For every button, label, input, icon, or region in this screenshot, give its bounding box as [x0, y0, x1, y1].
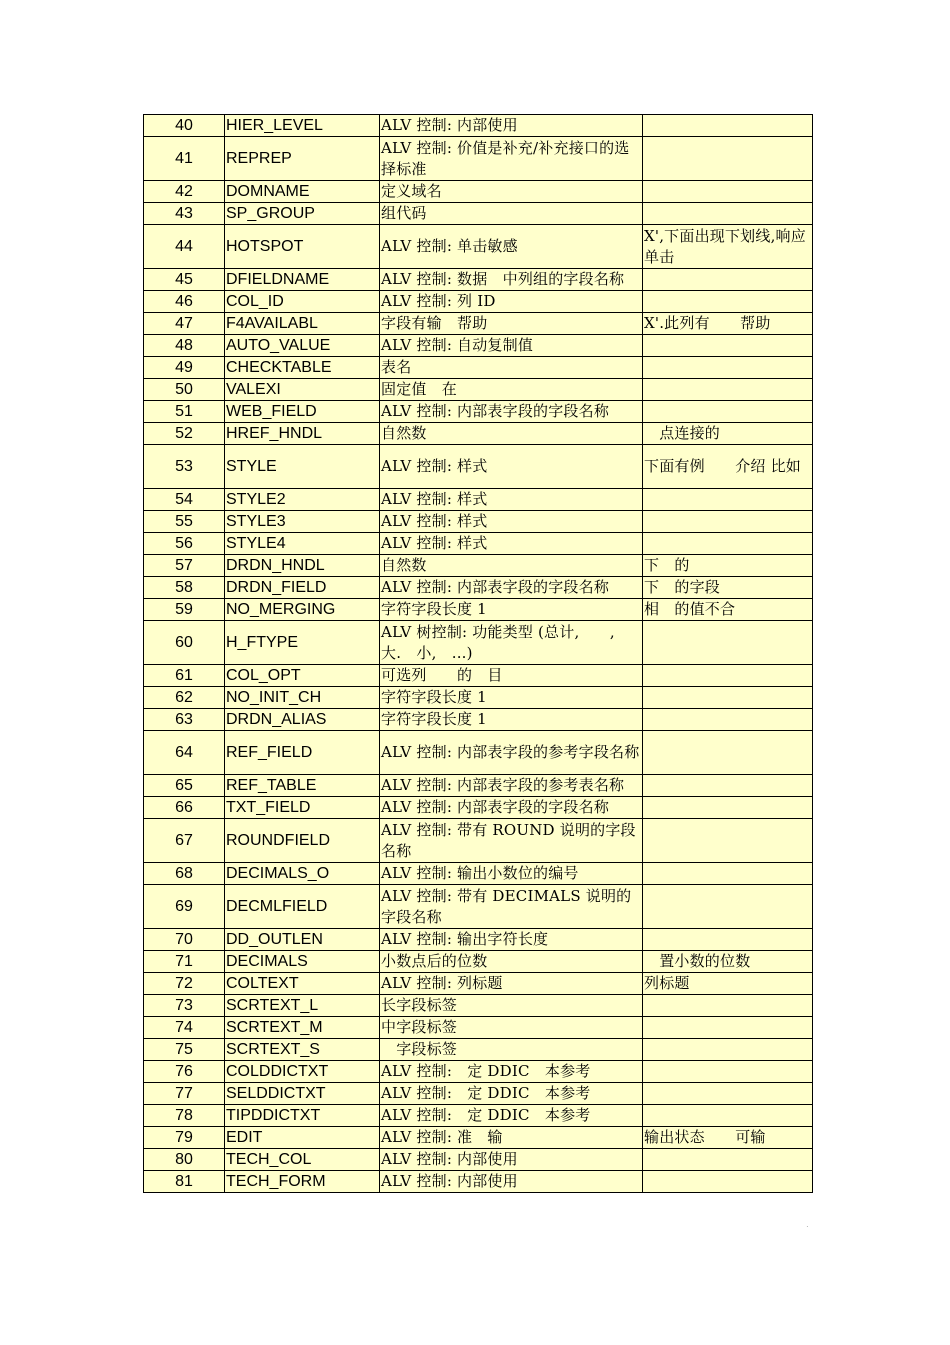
- table-row: [144, 269, 813, 291]
- description-cell: ALV 控制: 内部表字段的字段名称: [380, 401, 643, 423]
- note-cell: [643, 291, 813, 313]
- note-cell: X'.此列有 帮助: [643, 313, 813, 335]
- note-cell: [643, 863, 813, 885]
- table-row: [144, 313, 813, 335]
- row-number: 47: [144, 313, 225, 335]
- field-name-cell: CHECKTABLE: [225, 357, 380, 379]
- description-cell: ALV 控制: 数据 中列组的字段名称: [380, 269, 643, 291]
- description-cell: 字符字段长度 1: [380, 687, 643, 709]
- note-cell: 相 的值不合: [643, 599, 813, 621]
- description-cell: ALV 控制: 样式: [380, 489, 643, 511]
- description-cell: ALV 控制: 内部表字段的参考字段名称: [380, 731, 643, 775]
- field-name-cell: TECH_COL: [225, 1149, 380, 1171]
- field-name-cell: COL_ID: [225, 291, 380, 313]
- description-cell: ALV 控制: 价值是补充/补充接口的选择标准: [380, 137, 643, 181]
- field-name-cell: COLDDICTXT: [225, 1061, 380, 1083]
- description-cell: ALV 控制: 输出小数位的编号: [380, 863, 643, 885]
- description-cell: ALV 控制: 单击敏感: [380, 225, 643, 269]
- note-cell: [643, 335, 813, 357]
- note-cell: [643, 687, 813, 709]
- description-cell: 长字段标签: [380, 995, 643, 1017]
- table-row: [144, 973, 813, 995]
- row-number: 45: [144, 269, 225, 291]
- row-number: 74: [144, 1017, 225, 1039]
- note-cell: 点连接的: [643, 423, 813, 445]
- row-number: 52: [144, 423, 225, 445]
- row-number: 60: [144, 621, 225, 665]
- row-number: 78: [144, 1105, 225, 1127]
- note-cell: [643, 137, 813, 181]
- row-number: 61: [144, 665, 225, 687]
- note-cell: [643, 731, 813, 775]
- note-cell: [643, 115, 813, 137]
- description-cell: 可选列 的 目: [380, 665, 643, 687]
- table-row: [144, 995, 813, 1017]
- field-name-cell: SP_GROUP: [225, 203, 380, 225]
- field-name-cell: STYLE4: [225, 533, 380, 555]
- row-number: 48: [144, 335, 225, 357]
- field-name-cell: NO_INIT_CH: [225, 687, 380, 709]
- note-cell: [643, 1149, 813, 1171]
- note-cell: [643, 203, 813, 225]
- row-number: 67: [144, 819, 225, 863]
- description-cell: ALV 控制: 列标题: [380, 973, 643, 995]
- description-cell: ALV 控制: 样式: [380, 511, 643, 533]
- field-name-cell: DRDN_FIELD: [225, 577, 380, 599]
- row-number: 62: [144, 687, 225, 709]
- note-cell: [643, 709, 813, 731]
- table-row: [144, 181, 813, 203]
- note-cell: [643, 489, 813, 511]
- table-row: [144, 335, 813, 357]
- row-number: 46: [144, 291, 225, 313]
- description-cell: ALV 控制: 列 ID: [380, 291, 643, 313]
- note-cell: 列标题: [643, 973, 813, 995]
- field-name-cell: COLTEXT: [225, 973, 380, 995]
- table-row: [144, 291, 813, 313]
- row-number: 57: [144, 555, 225, 577]
- row-number: 55: [144, 511, 225, 533]
- field-name-cell: VALEXI: [225, 379, 380, 401]
- field-name-cell: ROUNDFIELD: [225, 819, 380, 863]
- row-number: 77: [144, 1083, 225, 1105]
- table-row: [144, 731, 813, 775]
- description-cell: ALV 控制: 样式: [380, 445, 643, 489]
- row-number: 59: [144, 599, 225, 621]
- field-name-cell: STYLE2: [225, 489, 380, 511]
- table-row: [144, 1061, 813, 1083]
- row-number: 56: [144, 533, 225, 555]
- description-cell: ALV 控制: 定 DDIC 本参考: [380, 1105, 643, 1127]
- row-number: 54: [144, 489, 225, 511]
- table-row: [144, 489, 813, 511]
- note-cell: [643, 1017, 813, 1039]
- description-cell: 表名: [380, 357, 643, 379]
- description-cell: 组代码: [380, 203, 643, 225]
- description-cell: 字符字段长度 1: [380, 599, 643, 621]
- row-number: 72: [144, 973, 225, 995]
- note-cell: [643, 775, 813, 797]
- description-cell: ALV 控制: 内部使用: [380, 1171, 643, 1193]
- description-cell: ALV 控制: 内部表字段的字段名称: [380, 577, 643, 599]
- table-row: [144, 797, 813, 819]
- note-cell: 置小数的位数: [643, 951, 813, 973]
- table-row: [144, 137, 813, 181]
- description-cell: ALV 控制: 内部使用: [380, 1149, 643, 1171]
- note-cell: [643, 819, 813, 863]
- field-name-cell: STYLE3: [225, 511, 380, 533]
- table-row: [144, 665, 813, 687]
- field-name-cell: SCRTEXT_M: [225, 1017, 380, 1039]
- field-name-cell: HREF_HNDL: [225, 423, 380, 445]
- field-name-cell: DECMLFIELD: [225, 885, 380, 929]
- table-row: [144, 1039, 813, 1061]
- table-row: [144, 379, 813, 401]
- description-cell: ALV 控制: 准 输: [380, 1127, 643, 1149]
- field-name-cell: SELDDICTXT: [225, 1083, 380, 1105]
- row-number: 41: [144, 137, 225, 181]
- field-name-cell: WEB_FIELD: [225, 401, 380, 423]
- note-cell: [643, 621, 813, 665]
- row-number: 42: [144, 181, 225, 203]
- description-cell: ALV 控制: 内部表字段的字段名称: [380, 797, 643, 819]
- row-number: 51: [144, 401, 225, 423]
- note-cell: X',下面出现下划线,响应单击: [643, 225, 813, 269]
- field-name-cell: NO_MERGING: [225, 599, 380, 621]
- description-cell: 定义域名: [380, 181, 643, 203]
- note-cell: [643, 1171, 813, 1193]
- field-name-cell: DRDN_ALIAS: [225, 709, 380, 731]
- description-cell: 固定值 在: [380, 379, 643, 401]
- fieldcat-table: [143, 114, 813, 1193]
- table-row: [144, 423, 813, 445]
- table-row: [144, 1105, 813, 1127]
- note-cell: [643, 511, 813, 533]
- row-number: 50: [144, 379, 225, 401]
- table-row: [144, 533, 813, 555]
- table-row: [144, 555, 813, 577]
- table-row: [144, 1083, 813, 1105]
- note-cell: [643, 1039, 813, 1061]
- field-name-cell: SCRTEXT_L: [225, 995, 380, 1017]
- field-name-cell: SCRTEXT_S: [225, 1039, 380, 1061]
- table-body: [144, 115, 813, 1193]
- description-cell: ALV 控制: 内部使用: [380, 115, 643, 137]
- field-name-cell: HIER_LEVEL: [225, 115, 380, 137]
- field-name-cell: STYLE: [225, 445, 380, 489]
- table-row: [144, 511, 813, 533]
- description-cell: ALV 控制: 定 DDIC 本参考: [380, 1061, 643, 1083]
- field-name-cell: F4AVAILABL: [225, 313, 380, 335]
- field-name-cell: COL_OPT: [225, 665, 380, 687]
- row-number: 49: [144, 357, 225, 379]
- row-number: 80: [144, 1149, 225, 1171]
- row-number: 75: [144, 1039, 225, 1061]
- row-number: 71: [144, 951, 225, 973]
- description-cell: ALV 控制: 定 DDIC 本参考: [380, 1083, 643, 1105]
- description-cell: ALV 树控制: 功能类型 (总计, , 大. 小, ...): [380, 621, 643, 665]
- row-number: 66: [144, 797, 225, 819]
- row-number: 63: [144, 709, 225, 731]
- table-row: [144, 775, 813, 797]
- note-cell: 下 的: [643, 555, 813, 577]
- description-cell: ALV 控制: 输出字符长度: [380, 929, 643, 951]
- field-name-cell: TECH_FORM: [225, 1171, 380, 1193]
- description-cell: ALV 控制: 带有 ROUND 说明的字段名称: [380, 819, 643, 863]
- note-cell: [643, 1083, 813, 1105]
- field-name-cell: TIPDDICTXT: [225, 1105, 380, 1127]
- field-name-cell: TXT_FIELD: [225, 797, 380, 819]
- field-name-cell: REPREP: [225, 137, 380, 181]
- field-name-cell: HOTSPOT: [225, 225, 380, 269]
- row-number: 68: [144, 863, 225, 885]
- table-row: [144, 1017, 813, 1039]
- row-number: 69: [144, 885, 225, 929]
- field-name-cell: DFIELDNAME: [225, 269, 380, 291]
- table-row: [144, 709, 813, 731]
- description-cell: ALV 控制: 内部表字段的参考表名称: [380, 775, 643, 797]
- note-cell: [643, 401, 813, 423]
- field-name-cell: DECIMALS: [225, 951, 380, 973]
- table-row: [144, 863, 813, 885]
- note-cell: [643, 1061, 813, 1083]
- table-row: [144, 115, 813, 137]
- field-name-cell: DD_OUTLEN: [225, 929, 380, 951]
- table-row: [144, 687, 813, 709]
- field-name-cell: DOMNAME: [225, 181, 380, 203]
- note-cell: 下 的字段: [643, 577, 813, 599]
- note-cell: [643, 533, 813, 555]
- row-number: 53: [144, 445, 225, 489]
- table-row: [144, 885, 813, 929]
- description-cell: 字段标签: [380, 1039, 643, 1061]
- table-row: [144, 1149, 813, 1171]
- row-number: 70: [144, 929, 225, 951]
- description-cell: 自然数: [380, 555, 643, 577]
- row-number: 81: [144, 1171, 225, 1193]
- note-cell: [643, 357, 813, 379]
- description-cell: ALV 控制: 样式: [380, 533, 643, 555]
- note-cell: [643, 995, 813, 1017]
- row-number: 76: [144, 1061, 225, 1083]
- row-number: 79: [144, 1127, 225, 1149]
- description-cell: 小数点后的位数: [380, 951, 643, 973]
- field-name-cell: DECIMALS_O: [225, 863, 380, 885]
- description-cell: 字段有输 帮助: [380, 313, 643, 335]
- row-number: 65: [144, 775, 225, 797]
- row-number: 73: [144, 995, 225, 1017]
- field-name-cell: REF_FIELD: [225, 731, 380, 775]
- table-row: [144, 357, 813, 379]
- description-cell: ALV 控制: 自动复制值: [380, 335, 643, 357]
- table-row: [144, 1127, 813, 1149]
- field-name-cell: DRDN_HNDL: [225, 555, 380, 577]
- note-cell: 输出状态 可输: [643, 1127, 813, 1149]
- table-row: [144, 621, 813, 665]
- table-row: [144, 225, 813, 269]
- field-name-cell: H_FTYPE: [225, 621, 380, 665]
- row-number: 58: [144, 577, 225, 599]
- table-row: [144, 1171, 813, 1193]
- row-number: 44: [144, 225, 225, 269]
- note-cell: [643, 181, 813, 203]
- note-cell: [643, 929, 813, 951]
- note-cell: [643, 269, 813, 291]
- row-number: 40: [144, 115, 225, 137]
- table-row: [144, 445, 813, 489]
- description-cell: 中字段标签: [380, 1017, 643, 1039]
- table-row: [144, 401, 813, 423]
- description-cell: ALV 控制: 带有 DECIMALS 说明的字段名称: [380, 885, 643, 929]
- table-row: [144, 599, 813, 621]
- field-name-cell: AUTO_VALUE: [225, 335, 380, 357]
- table-row: [144, 819, 813, 863]
- description-cell: 字符字段长度 1: [380, 709, 643, 731]
- page-mark: ·: [806, 1222, 809, 1231]
- note-cell: [643, 885, 813, 929]
- field-name-cell: REF_TABLE: [225, 775, 380, 797]
- note-cell: [643, 797, 813, 819]
- note-cell: [643, 379, 813, 401]
- table-row: [144, 951, 813, 973]
- table-row: [144, 203, 813, 225]
- table-row: [144, 577, 813, 599]
- description-cell: 自然数: [380, 423, 643, 445]
- field-name-cell: EDIT: [225, 1127, 380, 1149]
- row-number: 64: [144, 731, 225, 775]
- note-cell: [643, 1105, 813, 1127]
- note-cell: 下面有例 介绍 比如: [643, 445, 813, 489]
- row-number: 43: [144, 203, 225, 225]
- table-row: [144, 929, 813, 951]
- note-cell: [643, 665, 813, 687]
